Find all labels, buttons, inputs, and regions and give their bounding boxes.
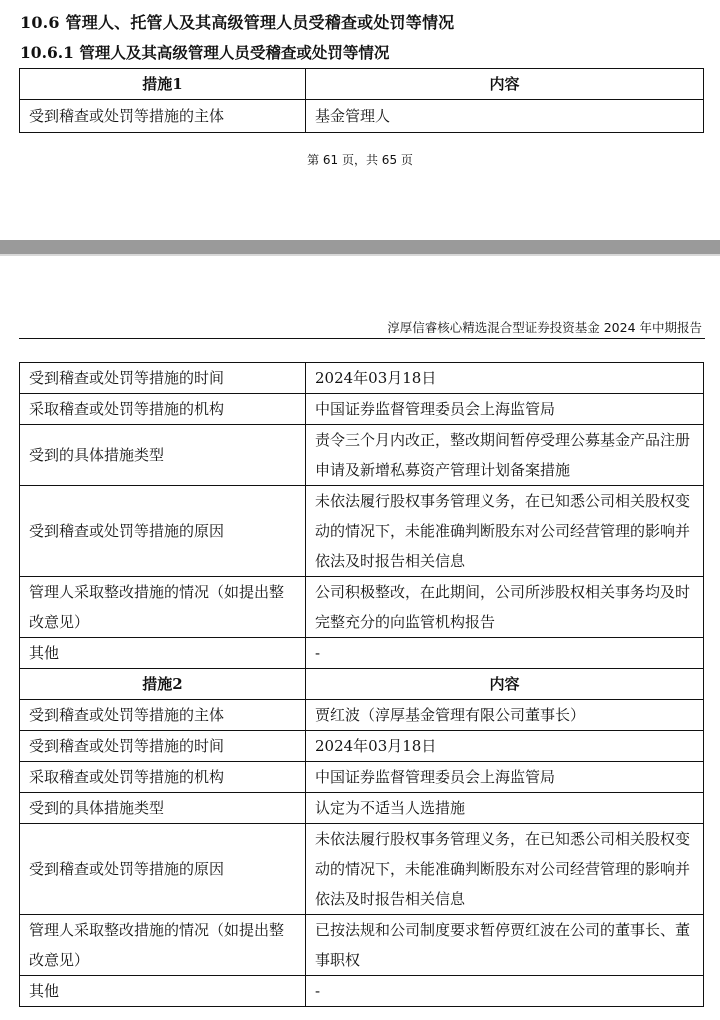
table-header-row xyxy=(20,69,704,100)
page-separator xyxy=(0,240,720,254)
row-value: - xyxy=(306,638,704,669)
row-label: 受到稽查或处罚等措施的主体 xyxy=(20,100,306,133)
page-number: 第 61 页，共 65 页 xyxy=(307,153,413,167)
row-value: 责令三个月内改正，整改期间暂停受理公募基金产品注册申请及新增私募资产管理计划备案措施 xyxy=(306,425,704,486)
row-label: 受到稽查或处罚等措施的主体 xyxy=(20,700,306,731)
row-value: 认定为不适当人选措施 xyxy=(306,793,704,824)
row-label: 受到稽查或处罚等措施的原因 xyxy=(20,486,306,577)
row-label: 采取稽查或处罚等措施的机构 xyxy=(20,762,306,793)
row-label: 采取稽查或处罚等措施的机构 xyxy=(20,394,306,425)
page-separator-shadow xyxy=(0,254,720,256)
header-cell-measure-1: 措施1 xyxy=(20,69,306,100)
row-value: 中国证券监督管理委员会上海监管局 xyxy=(306,762,704,793)
section-heading-10-6: 10.6 管理人、托管人及其高级管理人员受稽查或处罚等情况 xyxy=(20,13,455,32)
row-label: 受到稽查或处罚等措施的时间 xyxy=(20,731,306,762)
table-row xyxy=(20,793,704,824)
table-row xyxy=(20,824,704,915)
header-rule xyxy=(19,338,705,339)
running-header: 淳厚信睿核心精选混合型证券投资基金 2024 年中期报告 xyxy=(387,320,702,335)
table-row xyxy=(20,762,704,793)
table-row xyxy=(20,486,704,577)
page-top-section xyxy=(0,0,720,240)
measures-table-part1 xyxy=(19,68,704,133)
row-value: 2024年03月18日 xyxy=(306,363,704,394)
row-label: 管理人采取整改措施的情况（如提出整改意见） xyxy=(20,915,306,976)
row-label: 管理人采取整改措施的情况（如提出整改意见） xyxy=(20,577,306,638)
section-heading-10-6-1: 10.6.1 管理人及其高级管理人员受稽查或处罚等情况 xyxy=(20,43,390,62)
table-row xyxy=(20,915,704,976)
table-row xyxy=(20,976,704,1007)
table-header-row xyxy=(20,669,704,700)
row-label: 受到的具体措施类型 xyxy=(20,793,306,824)
table-row xyxy=(20,700,704,731)
row-value: - xyxy=(306,976,704,1007)
row-value: 未依法履行股权事务管理义务，在已知悉公司相关股权变动的情况下，未能准确判断股东对公司经营管理的影响并依法及时报告相关信息 xyxy=(306,824,704,915)
header-cell-content: 内容 xyxy=(306,669,704,700)
measures-table-part2 xyxy=(19,362,704,1007)
row-value: 2024年03月18日 xyxy=(306,731,704,762)
table-row xyxy=(20,638,704,669)
row-label: 受到的具体措施类型 xyxy=(20,425,306,486)
row-value: 中国证券监督管理委员会上海监管局 xyxy=(306,394,704,425)
table-row xyxy=(20,363,704,394)
row-label: 受到稽查或处罚等措施的时间 xyxy=(20,363,306,394)
table-row xyxy=(20,425,704,486)
row-value: 未依法履行股权事务管理义务，在已知悉公司相关股权变动的情况下，未能准确判断股东对公司经营管理的影响并依法及时报告相关信息 xyxy=(306,486,704,577)
table-row xyxy=(20,100,704,133)
row-value: 已按法规和公司制度要求暂停贾红波在公司的董事长、董事职权 xyxy=(306,915,704,976)
table-row xyxy=(20,577,704,638)
row-label: 其他 xyxy=(20,976,306,1007)
row-value: 基金管理人 xyxy=(306,100,704,133)
header-cell-content: 内容 xyxy=(306,69,704,100)
row-label: 其他 xyxy=(20,638,306,669)
row-value: 贾红波（淳厚基金管理有限公司董事长） xyxy=(306,700,704,731)
table-row xyxy=(20,731,704,762)
row-label: 受到稽查或处罚等措施的原因 xyxy=(20,824,306,915)
header-cell-measure-2: 措施2 xyxy=(20,669,306,700)
row-value: 公司积极整改，在此期间，公司所涉股权相关事务均及时完整充分的向监管机构报告 xyxy=(306,577,704,638)
table-row xyxy=(20,394,704,425)
